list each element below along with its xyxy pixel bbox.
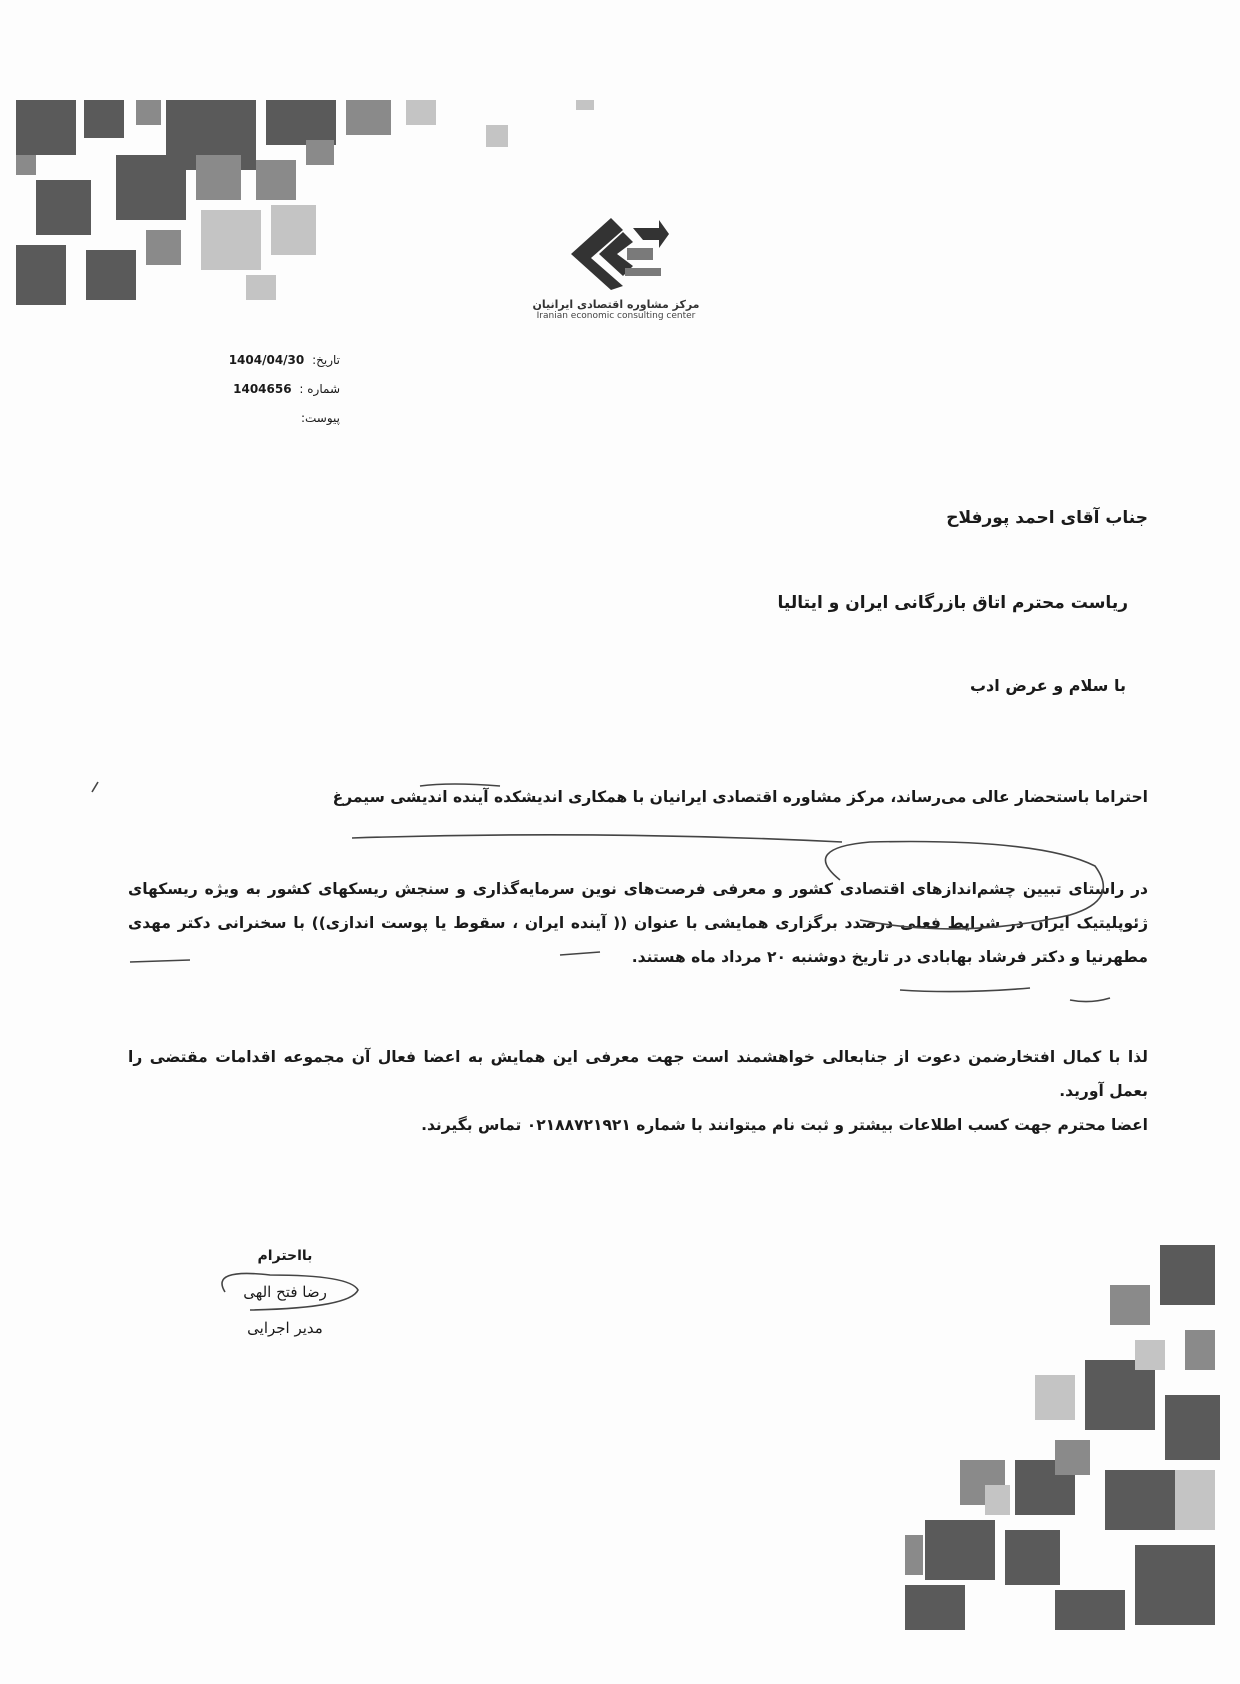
attachment-label: پیوست: bbox=[300, 411, 340, 425]
decorative-squares-bottom-right bbox=[905, 1245, 1225, 1635]
underline-mark-4 bbox=[900, 988, 1030, 992]
number-row bbox=[190, 375, 340, 404]
closing-salutation: بااحترام bbox=[257, 1248, 313, 1264]
date-row bbox=[190, 346, 340, 375]
attachment-row bbox=[190, 404, 340, 433]
date-label: تاریخ: bbox=[312, 353, 340, 367]
number-label: شماره : bbox=[299, 382, 340, 396]
greeting: با سلام و عرض ادب bbox=[969, 676, 1126, 695]
underline-mark-5 bbox=[1070, 998, 1110, 1002]
body-paragraph-3 bbox=[128, 1040, 1148, 1142]
recipient-name: جناب آقای احمد پورفلاح bbox=[946, 508, 1148, 528]
underline-mark-6 bbox=[420, 784, 500, 786]
letter-meta bbox=[190, 346, 340, 433]
date-value: 1404/04/30 bbox=[228, 353, 305, 367]
body-paragraph-1: احتراما باستحضار عالی می‌رساند، مرکز مشاوره اقتصادی ایرانیان با همکاری اندیشکده آینده اندیشی سیمرغ bbox=[332, 788, 1148, 806]
org-name-en: Iranian economic consulting center bbox=[536, 311, 696, 321]
company-logo-icon bbox=[561, 212, 671, 290]
signer-title: مدیر اجرایی bbox=[247, 1319, 323, 1337]
body-paragraph-2: در راستای تبیین چشم‌اندازهای اقتصادی کشور و معرفی فرصت‌های نوین سرمایه‌گذاری و سنجش ریسکهای کشور به ویژه ریسکهای ژئوپلیتیک ایران در شرایط فعلی درصدد برگزاری همایشی با عنوان (( آینده ایران ، سقوط یا پوست اندازی)) با سخنرانی دکتر مهدی مطهرنیا و دکتر فرشاد بهابادی در تاریخ دوشنبه ۲۰ مرداد ماه هستند. bbox=[128, 880, 1148, 966]
signer-name: رضا فتح الهی bbox=[243, 1283, 327, 1301]
recipient-position: ریاست محترم اتاق بازرگانی ایران و ایتالیا bbox=[777, 593, 1128, 613]
closing-block bbox=[205, 1238, 365, 1346]
invitation-text: لذا با کمال افتخارضمن دعوت از جنابعالی خواهشمند است جهت معرفی این همایش به اعضا فعال آن مجموعه اقدامات مقتضی را بعمل آورید. bbox=[128, 1048, 1148, 1100]
org-name-fa: مرکز مشاوره اقتصادی ایرانیان bbox=[532, 298, 700, 311]
pen-tick bbox=[92, 782, 98, 792]
underline-mark bbox=[352, 835, 842, 842]
number-value: 1404656 bbox=[233, 382, 292, 396]
contact-text: اعضا محترم جهت کسب اطلاعات بیشتر و ثبت نام میتوانند با شماره ۰۲۱۸۸۷۲۱۹۲۱ تماس بگیرند. bbox=[421, 1116, 1148, 1134]
letterhead-logo bbox=[516, 212, 716, 321]
